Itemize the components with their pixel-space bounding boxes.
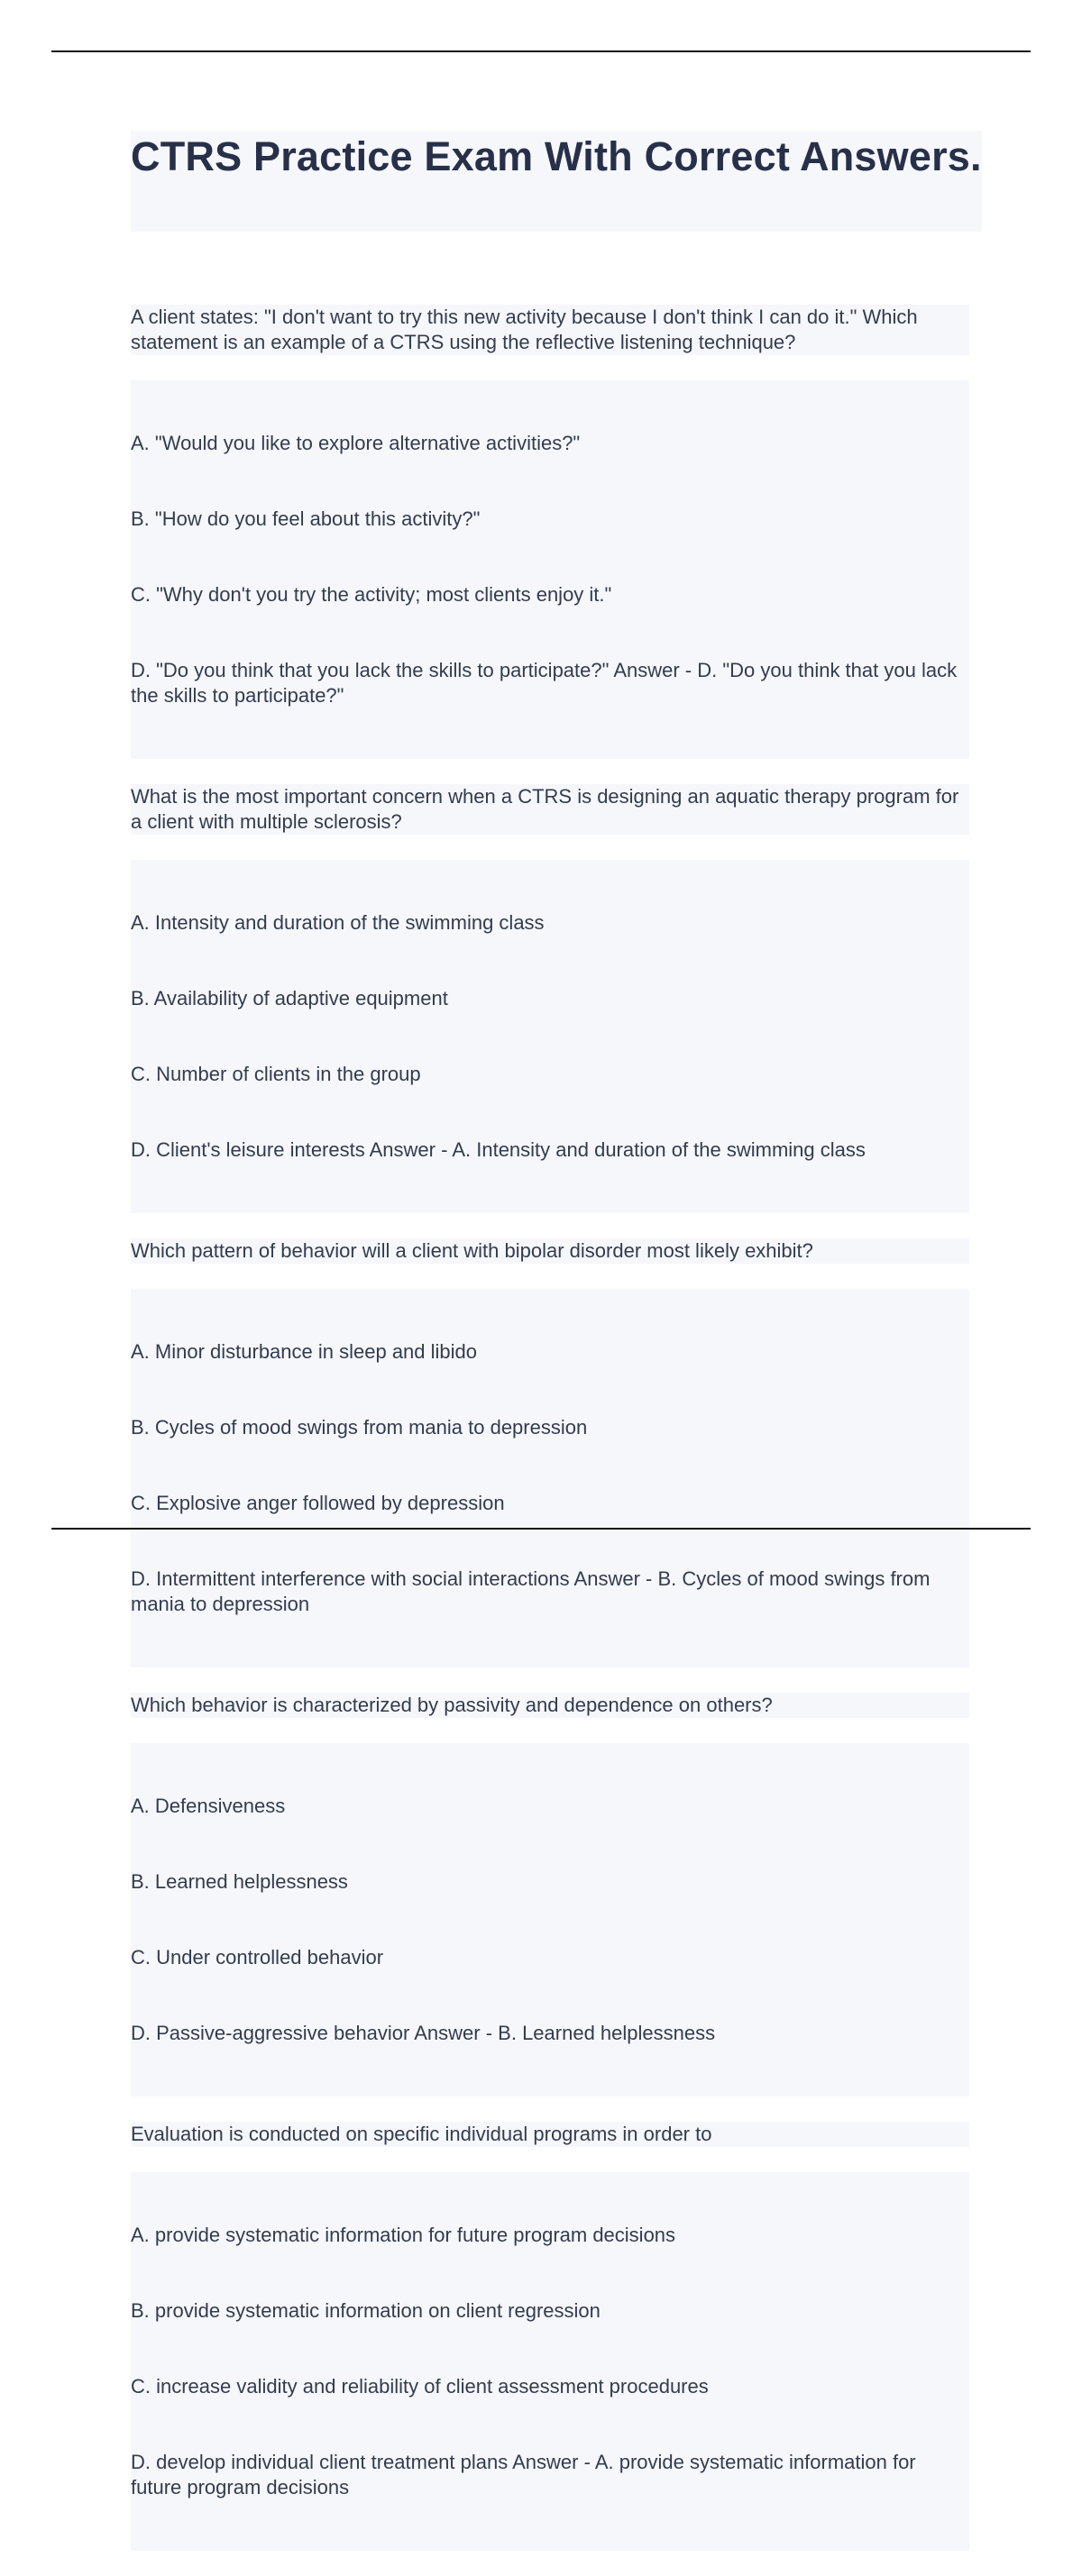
answer-options [131,1289,969,1667]
option-a: A. Intensity and duration of the swimming class [131,911,545,934]
option-b: B. Learned helplessness [131,1870,348,1893]
question-item [131,1693,969,2096]
bottom-rule [51,1528,1031,1530]
page-title: CTRS Practice Exam With Correct Answers. [131,133,982,179]
option-b: B. Cycles of mood swings from mania to depression [131,1416,588,1439]
question-list [131,305,969,2576]
option-c: C. Under controlled behavior [131,1946,384,1969]
option-c: C. Number of clients in the group [131,1063,421,1085]
option-a: A. provide systematic information for future program decisions [131,2224,676,2246]
option-c: C. "Why don't you try the activity; most clients enjoy it." [131,583,612,606]
title-box [131,131,982,232]
option-c: C. Explosive anger followed by depression [131,1492,505,1514]
option-a: A. "Would you like to explore alternative activities?" [131,432,581,454]
option-b: B. Availability of adaptive equipment [131,987,448,1009]
question-item [131,1238,969,1667]
option-d-with-answer: D. "Do you think that you lack the skills to participate?" Answer - D. "Do you think that you lack the skills to participate?" [131,659,963,707]
question-item [131,2122,969,2551]
question-item [131,784,969,1213]
option-d-with-answer: D. Client's leisure interests Answer - A. Intensity and duration of the swimming class [131,1138,866,1161]
option-b: B. "How do you feel about this activity?" [131,507,481,530]
question-text: Evaluation is conducted on specific individual programs in order to [131,2122,969,2147]
option-d-with-answer: D. Intermittent interference with social interactions Answer - B. Cycles of mood swings from mania to depression [131,1567,936,1615]
option-a: A. Defensiveness [131,1795,286,1817]
option-b: B. provide systematic information on client regression [131,2299,601,2322]
question-item [131,305,969,759]
question-text: Which behavior is characterized by passivity and dependence on others? [131,1693,969,1718]
top-rule [51,50,1031,52]
answer-options [131,860,969,1213]
option-d-with-answer: D. Passive-aggressive behavior Answer - B. Learned helplessness [131,2022,716,2044]
answer-options [131,2172,969,2551]
answer-options [131,380,969,759]
option-c: C. increase validity and reliability of client assessment procedures [131,2375,709,2398]
answer-options [131,1743,969,2096]
option-d-with-answer: D. develop individual client treatment plans Answer - A. provide systematic information for future program decisions [131,2451,922,2498]
question-text: Which pattern of behavior will a client with bipolar disorder most likely exhibit? [131,1238,969,1264]
question-text: A client states: "I don't want to try this new activity because I don't think I can do it." Which statement is an example of a CTRS using the reflective listening technique? [131,305,969,355]
question-text: What is the most important concern when a CTRS is designing an aquatic therapy program for a client with multiple sclerosis? [131,784,969,835]
option-a: A. Minor disturbance in sleep and libido [131,1340,478,1363]
